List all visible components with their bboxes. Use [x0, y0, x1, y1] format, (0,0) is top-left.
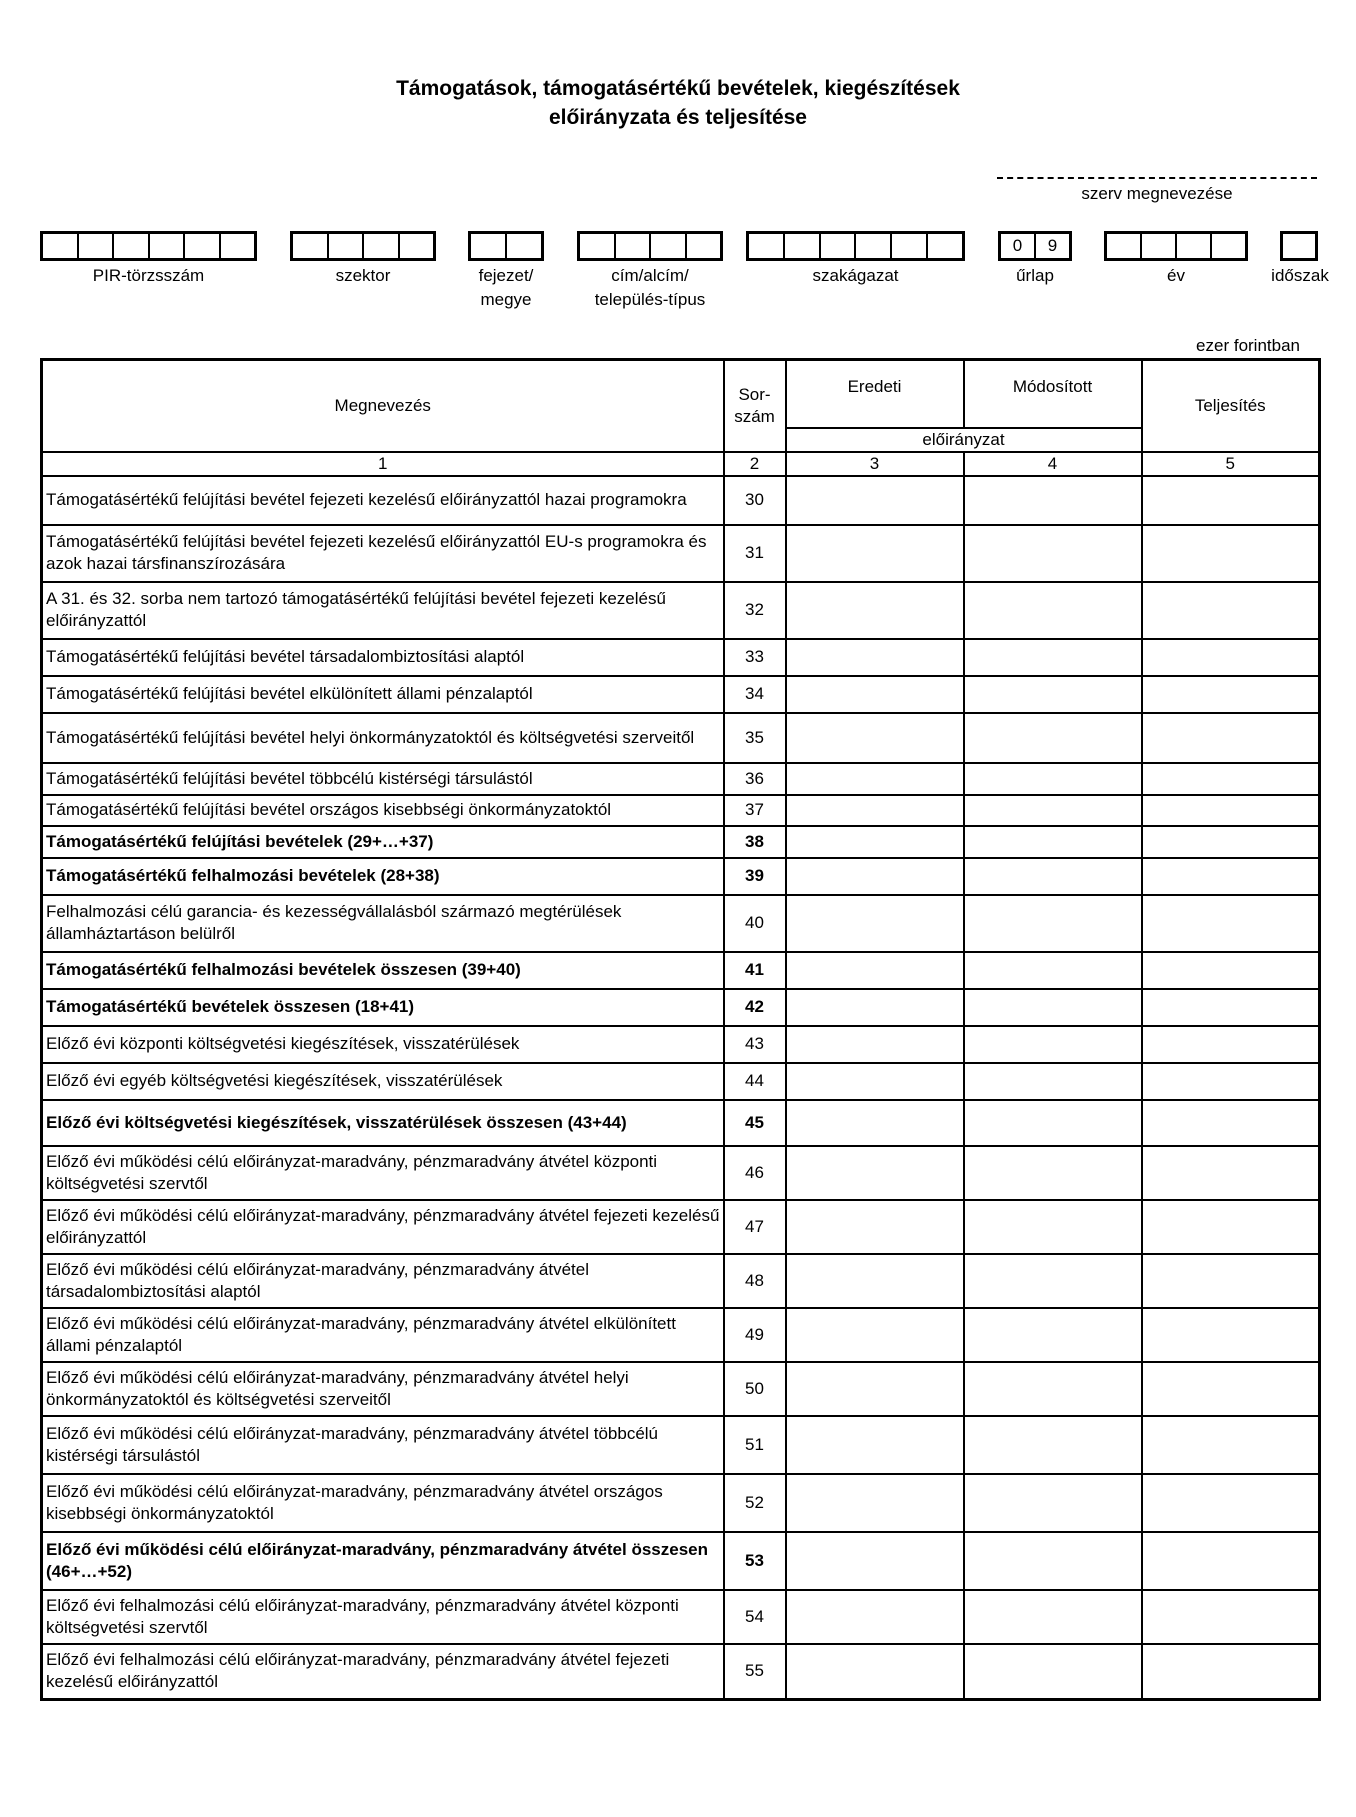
original-appropriation-cell[interactable]	[786, 858, 964, 895]
ev-code-box	[1104, 231, 1248, 261]
pir-code-label: PIR-törzsszám	[92, 266, 205, 285]
modified-appropriation-cell[interactable]	[964, 1100, 1142, 1146]
modified-appropriation-cell[interactable]	[964, 1416, 1142, 1474]
idoszak-code-box	[1280, 231, 1318, 261]
modified-appropriation-cell[interactable]	[964, 795, 1142, 826]
szakagazat-code-cell[interactable]	[928, 234, 962, 258]
original-appropriation-cell[interactable]	[786, 1532, 964, 1590]
row-label: Felhalmozási célú garancia- és kezességvállalásból származó megtérülések államháztartáson belülről	[42, 895, 724, 952]
table-row	[42, 1254, 1320, 1308]
form-title-line-2: előirányzata és teljesítése	[549, 106, 807, 129]
row-number: 45	[724, 1100, 786, 1146]
pir-code-box	[40, 231, 257, 261]
performance-cell[interactable]	[1142, 1308, 1320, 1362]
row-label: Támogatásértékű felújítási bevétel társadalombiztosítási alaptól	[42, 639, 724, 676]
row-label: Támogatásértékű felhalmozási bevételek (28+38)	[42, 858, 724, 895]
szakagazat-code-box	[746, 231, 965, 261]
original-appropriation-cell[interactable]	[786, 1254, 964, 1308]
original-appropriation-cell[interactable]	[786, 582, 964, 639]
original-appropriation-cell[interactable]	[786, 1590, 964, 1644]
row-label: Előző évi egyéb költségvetési kiegészítések, visszatérülések	[42, 1063, 724, 1100]
row-number: 37	[724, 795, 786, 826]
table-row	[42, 1644, 1320, 1700]
szakagazat-code-cell[interactable]	[821, 234, 857, 258]
row-number: 40	[724, 895, 786, 952]
pir-code-cell[interactable]	[43, 234, 79, 258]
modified-appropriation-cell[interactable]	[964, 676, 1142, 713]
urlap-code-label: űrlap	[1016, 266, 1054, 285]
ev-code-cell[interactable]	[1177, 234, 1212, 258]
urlap-code-box	[998, 231, 1072, 261]
row-label: A 31. és 32. sorba nem tartozó támogatásértékű felújítási bevétel fejezeti kezelésű előirányzattól	[42, 582, 724, 639]
row-label: Támogatásértékű felhalmozási bevételek összesen (39+40)	[42, 952, 724, 989]
modified-appropriation-cell[interactable]	[964, 858, 1142, 895]
szakagazat-code-cell[interactable]	[785, 234, 821, 258]
table-row	[42, 639, 1320, 676]
performance-cell[interactable]	[1142, 1026, 1320, 1063]
original-appropriation-cell[interactable]	[786, 795, 964, 826]
modified-appropriation-cell[interactable]	[964, 1200, 1142, 1254]
szektor-code-box	[290, 231, 436, 261]
column-number: 2	[724, 452, 786, 476]
column-number: 3	[786, 452, 964, 476]
original-appropriation-cell[interactable]	[786, 639, 964, 676]
row-label: Támogatásértékű felújítási bevétel helyi önkormányzatoktól és költségvetési szerveitől	[42, 713, 724, 763]
row-label: Támogatásértékű felújítási bevételek (29+…+37)	[42, 826, 724, 858]
row-number: 53	[724, 1532, 786, 1590]
szektor-code-cell[interactable]	[400, 234, 434, 258]
column-number: 5	[1142, 452, 1320, 476]
urlap-code-cell[interactable]: 9	[1047, 236, 1058, 255]
performance-cell[interactable]	[1142, 1532, 1320, 1590]
budget-table	[40, 358, 1321, 1701]
szektor-code-cell[interactable]	[364, 234, 400, 258]
table-row	[42, 1590, 1320, 1644]
table-row	[42, 1362, 1320, 1416]
performance-cell[interactable]	[1142, 525, 1320, 582]
original-appropriation-cell[interactable]	[786, 1200, 964, 1254]
original-appropriation-cell[interactable]	[786, 1644, 964, 1700]
header-appropriation: előirányzat	[786, 428, 1142, 452]
pir-code-cell[interactable]	[221, 234, 255, 258]
szakagazat-code-cell[interactable]	[749, 234, 785, 258]
modified-appropriation-cell[interactable]	[964, 713, 1142, 763]
cim-code-label: cím/alcím/ település-típus	[594, 266, 706, 309]
szektor-code-label: szektor	[335, 266, 391, 285]
row-label: Támogatásértékű bevételek összesen (18+41)	[42, 989, 724, 1026]
row-label: Előző évi működési célú előirányzat-maradvány, pénzmaradvány átvétel társadalombiztosítási alaptól	[42, 1254, 724, 1308]
organization-name-line[interactable]	[997, 177, 1317, 179]
original-appropriation-cell[interactable]	[786, 1362, 964, 1416]
performance-cell[interactable]	[1142, 1254, 1320, 1308]
modified-appropriation-cell[interactable]	[964, 1362, 1142, 1416]
row-number: 47	[724, 1200, 786, 1254]
modified-appropriation-cell[interactable]	[964, 582, 1142, 639]
form-title	[0, 74, 1356, 132]
row-label: Előző évi működési célú előirányzat-maradvány, pénzmaradvány átvétel helyi önkormányzatoktól és költségvetési szerveitől	[42, 1362, 724, 1416]
original-appropriation-cell[interactable]	[786, 713, 964, 763]
row-number: 52	[724, 1474, 786, 1532]
modified-appropriation-cell[interactable]	[964, 476, 1142, 525]
fejezet-code-box	[468, 231, 544, 261]
table-row	[42, 826, 1320, 858]
header-modified: Módosított	[964, 360, 1142, 428]
performance-cell[interactable]	[1142, 1200, 1320, 1254]
original-appropriation-cell[interactable]	[786, 895, 964, 952]
urlap-code-cell[interactable]: 0	[1001, 234, 1036, 258]
row-label: Előző évi felhalmozási célú előirányzat-maradvány, pénzmaradvány átvétel fejezeti kezelésű előirányzattól	[42, 1644, 724, 1700]
modified-appropriation-cell[interactable]	[964, 1644, 1142, 1700]
szakagazat-code-label: szakágazat	[812, 266, 899, 285]
row-label: Előző évi működési célú előirányzat-maradvány, pénzmaradvány átvétel országos kisebbségi önkormányzatoktól	[42, 1474, 724, 1532]
szektor-code-cell[interactable]	[329, 234, 365, 258]
row-number: 38	[724, 826, 786, 858]
original-appropriation-cell[interactable]	[786, 1474, 964, 1532]
header-name: Megnevezés	[42, 360, 724, 452]
row-number: 43	[724, 1026, 786, 1063]
modified-appropriation-cell[interactable]	[964, 1308, 1142, 1362]
column-number: 1	[42, 452, 724, 476]
table-row	[42, 989, 1320, 1026]
table-row	[42, 1474, 1320, 1532]
row-number: 48	[724, 1254, 786, 1308]
cim-code-box	[577, 231, 723, 261]
szektor-code-cell[interactable]	[293, 234, 329, 258]
performance-cell[interactable]	[1142, 476, 1320, 525]
table-row	[42, 582, 1320, 639]
cim-code-cell[interactable]	[580, 234, 616, 258]
cim-code-cell[interactable]	[616, 234, 652, 258]
modified-appropriation-cell[interactable]	[964, 1590, 1142, 1644]
ev-code-label: év	[1167, 266, 1185, 285]
pir-code-cell[interactable]	[79, 234, 115, 258]
header-row-number: Sor- szám	[724, 360, 786, 452]
column-number: 4	[964, 452, 1142, 476]
original-appropriation-cell[interactable]	[786, 525, 964, 582]
row-label: Támogatásértékű felújítási bevétel fejezeti kezelésű előirányzattól EU-s programokra és azok hazai társfinanszírozására	[42, 525, 724, 582]
modified-appropriation-cell[interactable]	[964, 1254, 1142, 1308]
original-appropriation-cell[interactable]	[786, 676, 964, 713]
idoszak-code-label: időszak	[1271, 266, 1329, 285]
header-performance: Teljesítés	[1142, 360, 1320, 452]
original-appropriation-cell[interactable]	[786, 989, 964, 1026]
row-number: 51	[724, 1416, 786, 1474]
performance-cell[interactable]	[1142, 1416, 1320, 1474]
performance-cell[interactable]	[1142, 989, 1320, 1026]
original-appropriation-cell[interactable]	[786, 826, 964, 858]
row-label: Előző évi működési célú előirányzat-maradvány, pénzmaradvány átvétel elkülönített állami pénzalaptól	[42, 1308, 724, 1362]
row-number: 50	[724, 1362, 786, 1416]
performance-cell[interactable]	[1142, 858, 1320, 895]
modified-appropriation-cell[interactable]	[964, 1063, 1142, 1100]
row-number: 32	[724, 582, 786, 639]
table-row	[42, 1100, 1320, 1146]
table-row	[42, 795, 1320, 826]
modified-appropriation-cell[interactable]	[964, 826, 1142, 858]
table-row	[42, 895, 1320, 952]
modified-appropriation-cell[interactable]	[964, 1474, 1142, 1532]
pir-code-cell[interactable]	[185, 234, 221, 258]
table-row	[42, 1026, 1320, 1063]
row-label: Előző évi működési célú előirányzat-maradvány, pénzmaradvány átvétel összesen (46+…+52)	[42, 1532, 724, 1590]
ev-code-cell[interactable]	[1142, 234, 1177, 258]
row-number: 39	[724, 858, 786, 895]
table-row	[42, 1308, 1320, 1362]
row-label: Előző évi működési célú előirányzat-maradvány, pénzmaradvány átvétel többcélú kistérségi társulástól	[42, 1416, 724, 1474]
fejezet-code-cell[interactable]	[507, 234, 541, 258]
organization-name-label: szerv megnevezése	[1081, 184, 1233, 203]
row-label: Előző évi felhalmozási célú előirányzat-maradvány, pénzmaradvány átvétel központi költségvetési szervtől	[42, 1590, 724, 1644]
row-number: 41	[724, 952, 786, 989]
fejezet-code-label: fejezet/ megye	[478, 266, 534, 309]
szakagazat-code-cell[interactable]	[892, 234, 928, 258]
row-number: 35	[724, 713, 786, 763]
row-number: 33	[724, 639, 786, 676]
performance-cell[interactable]	[1142, 1474, 1320, 1532]
row-number: 55	[724, 1644, 786, 1700]
table-row	[42, 952, 1320, 989]
row-number: 30	[724, 476, 786, 525]
original-appropriation-cell[interactable]	[786, 1416, 964, 1474]
original-appropriation-cell[interactable]	[786, 1100, 964, 1146]
original-appropriation-cell[interactable]	[786, 1063, 964, 1100]
original-appropriation-cell[interactable]	[786, 1146, 964, 1200]
row-label: Előző évi központi költségvetési kiegészítések, visszatérülések	[42, 1026, 724, 1063]
cim-code-cell[interactable]	[651, 234, 687, 258]
table-row	[42, 763, 1320, 795]
table-row	[42, 1063, 1320, 1100]
table-row	[42, 1200, 1320, 1254]
performance-cell[interactable]	[1142, 1063, 1320, 1100]
row-label: Támogatásértékű felújítási bevétel többcélú kistérségi társulástól	[42, 763, 724, 795]
modified-appropriation-cell[interactable]	[964, 989, 1142, 1026]
table-row	[42, 1416, 1320, 1474]
performance-cell[interactable]	[1142, 1100, 1320, 1146]
row-number: 42	[724, 989, 786, 1026]
performance-cell[interactable]	[1142, 826, 1320, 858]
modified-appropriation-cell[interactable]	[964, 895, 1142, 952]
pir-code-cell[interactable]	[114, 234, 150, 258]
performance-cell[interactable]	[1142, 795, 1320, 826]
cim-code-cell[interactable]	[687, 234, 721, 258]
column-number-row	[42, 452, 1320, 476]
row-number: 46	[724, 1146, 786, 1200]
header-original: Eredeti	[786, 360, 964, 428]
row-number: 54	[724, 1590, 786, 1644]
modified-appropriation-cell[interactable]	[964, 525, 1142, 582]
performance-cell[interactable]	[1142, 895, 1320, 952]
table-row	[42, 676, 1320, 713]
table-row	[42, 476, 1320, 525]
row-label: Támogatásértékű felújítási bevétel elkülönített állami pénzalaptól	[42, 676, 724, 713]
row-number: 36	[724, 763, 786, 795]
table-row	[42, 858, 1320, 895]
unit-label: ezer forintban	[1196, 336, 1300, 355]
szakagazat-code-cell[interactable]	[856, 234, 892, 258]
row-number: 44	[724, 1063, 786, 1100]
performance-cell[interactable]	[1142, 713, 1320, 763]
performance-cell[interactable]	[1142, 1590, 1320, 1644]
row-label: Támogatásértékű felújítási bevétel országos kisebbségi önkormányzatoktól	[42, 795, 724, 826]
performance-cell[interactable]	[1142, 952, 1320, 989]
original-appropriation-cell[interactable]	[786, 952, 964, 989]
modified-appropriation-cell[interactable]	[964, 1146, 1142, 1200]
ev-code-cell[interactable]	[1107, 234, 1142, 258]
original-appropriation-cell[interactable]	[786, 763, 964, 795]
modified-appropriation-cell[interactable]	[964, 1532, 1142, 1590]
modified-appropriation-cell[interactable]	[964, 1026, 1142, 1063]
table-row	[42, 525, 1320, 582]
table-row	[42, 1146, 1320, 1200]
original-appropriation-cell[interactable]	[786, 1026, 964, 1063]
row-label: Előző évi költségvetési kiegészítések, visszatérülések összesen (43+44)	[42, 1100, 724, 1146]
original-appropriation-cell[interactable]	[786, 1308, 964, 1362]
performance-cell[interactable]	[1142, 1146, 1320, 1200]
form-title-line-1: Támogatások, támogatásértékű bevételek, kiegészítések	[396, 77, 960, 100]
original-appropriation-cell[interactable]	[786, 476, 964, 525]
table-row	[42, 713, 1320, 763]
performance-cell[interactable]	[1142, 1362, 1320, 1416]
performance-cell[interactable]	[1142, 1644, 1320, 1700]
modified-appropriation-cell[interactable]	[964, 639, 1142, 676]
pir-code-cell[interactable]	[150, 234, 186, 258]
fejezet-code-cell[interactable]	[471, 234, 507, 258]
row-number: 34	[724, 676, 786, 713]
idoszak-code-cell[interactable]	[1283, 234, 1315, 258]
performance-cell[interactable]	[1142, 676, 1320, 713]
table-row	[42, 1532, 1320, 1590]
performance-cell[interactable]	[1142, 763, 1320, 795]
row-label: Előző évi működési célú előirányzat-maradvány, pénzmaradvány átvétel központi költségvetési szervtől	[42, 1146, 724, 1200]
row-label: Előző évi működési célú előirányzat-maradvány, pénzmaradvány átvétel fejezeti kezelésű előirányzattól	[42, 1200, 724, 1254]
performance-cell[interactable]	[1142, 639, 1320, 676]
row-number: 49	[724, 1308, 786, 1362]
modified-appropriation-cell[interactable]	[964, 952, 1142, 989]
row-label: Támogatásértékű felújítási bevétel fejezeti kezelésű előirányzattól hazai programokra	[42, 476, 724, 525]
modified-appropriation-cell[interactable]	[964, 763, 1142, 795]
ev-code-cell[interactable]	[1212, 234, 1245, 258]
performance-cell[interactable]	[1142, 582, 1320, 639]
row-number: 31	[724, 525, 786, 582]
